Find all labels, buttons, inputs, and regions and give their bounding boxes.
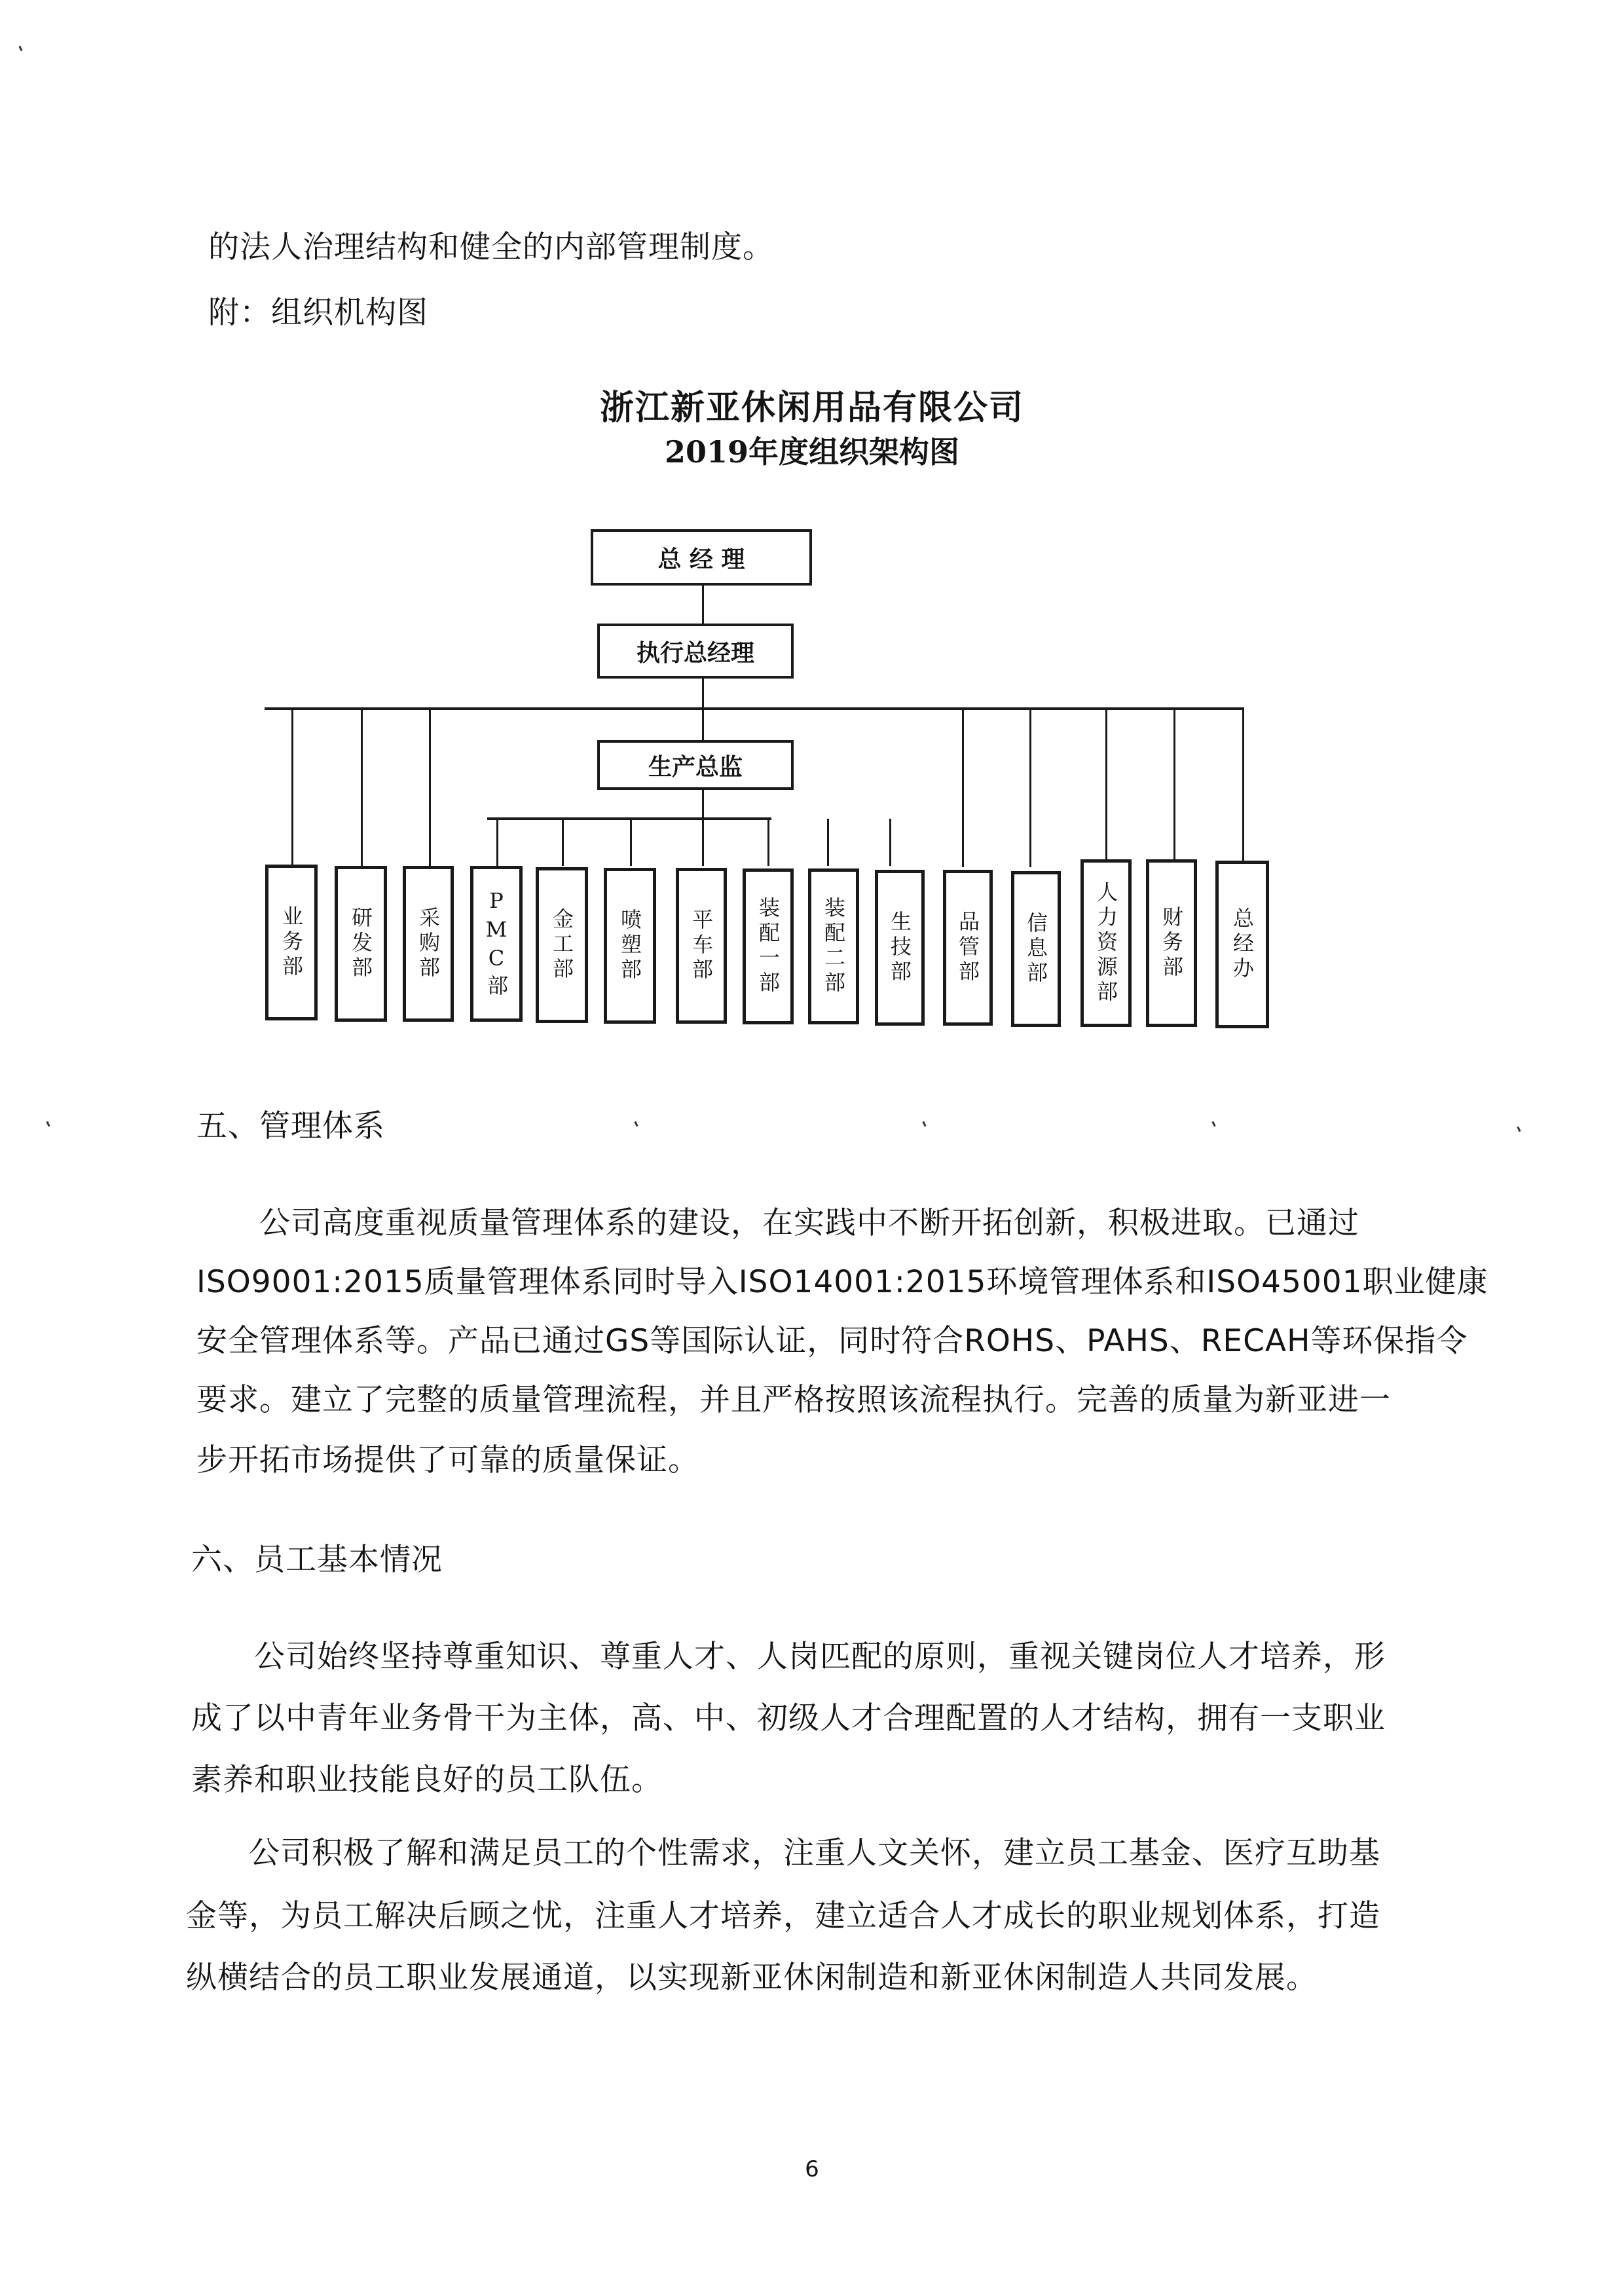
connector-line (562, 819, 564, 866)
connector-line (767, 819, 769, 866)
scan-speck (634, 1121, 638, 1127)
connector-line (291, 707, 293, 866)
paragraph-line: 公司始终坚持尊重知识、尊重人才、人岗匹配的原则，重视关键岗位人才培养，形 (191, 1639, 1386, 1675)
node-label: 执行总经理 (636, 639, 754, 667)
paragraph-line: 步开拓市场提供了可靠的质量保证。 (196, 1442, 699, 1478)
dept-box (808, 868, 859, 1024)
scan-speck (1211, 1121, 1215, 1127)
connector-line (702, 586, 704, 625)
scan-speck (18, 46, 22, 52)
dept-box (1080, 859, 1132, 1027)
connector-line (361, 707, 363, 866)
dept-label: 财务部 (1159, 906, 1184, 980)
dept-box (676, 868, 727, 1024)
connector-bus-production (487, 817, 771, 820)
connector-line (630, 819, 632, 866)
paragraph-line: ISO9001:2015质量管理体系同时导入ISO14001:2015环境管理体系和ISO45001职业健康 (196, 1264, 1488, 1300)
connector-line (1242, 709, 1244, 867)
section-heading-management-system: 五、管理体系 (196, 1108, 385, 1144)
section-heading-employee-overview: 六、员工基本情况 (191, 1542, 443, 1578)
dept-box (536, 867, 588, 1023)
dept-box (875, 870, 925, 1026)
dept-box (943, 870, 993, 1026)
dept-box (1215, 861, 1269, 1028)
connector-line (702, 790, 704, 820)
node-label: 总 经 理 (657, 546, 745, 573)
attachment-label: 附：组织机构图 (208, 295, 428, 331)
dept-label: 总经办 (1230, 907, 1255, 982)
node-label: 生产总监 (648, 753, 743, 781)
paragraph-line: 素养和职业技能良好的员工队伍。 (191, 1762, 663, 1798)
dept-box (604, 868, 656, 1024)
org-chart-subtitle: 2019年度组织架构图 (664, 434, 960, 470)
dept-label: 品管部 (955, 910, 980, 985)
page-number: 6 (805, 2156, 819, 2182)
connector-line (1173, 709, 1175, 867)
dept-label: 信息部 (1024, 912, 1048, 986)
dept-label: 平车部 (689, 908, 714, 983)
org-chart-title: 浙江新亚休闲用品有限公司 (599, 388, 1024, 428)
dept-label: 装配一部 (756, 897, 781, 996)
scan-speck (46, 1121, 50, 1127)
dept-box (265, 865, 318, 1020)
dept-label: 研发部 (348, 906, 373, 981)
dept-label: PMC部 (484, 888, 509, 999)
dept-box (403, 866, 454, 1022)
dept-box (470, 866, 523, 1022)
connector-line (889, 819, 891, 866)
connector-line (496, 819, 498, 866)
paragraph-line: 要求。建立了完整的质量管理流程，并且严格按照该流程执行。完善的质量为新亚进一 (196, 1382, 1391, 1418)
dept-label: 采购部 (416, 906, 441, 981)
connector-line (827, 819, 829, 866)
dept-box (1011, 871, 1061, 1027)
paragraph-line: 公司高度重视质量管理体系的建设，在实践中不断开拓创新，积极进取。已通过 (196, 1205, 1359, 1241)
scan-speck (1517, 1127, 1521, 1132)
dept-label: 人力资源部 (1094, 881, 1118, 1005)
dept-label: 装配二部 (821, 897, 846, 996)
paragraph-line: 成了以中青年业务骨干为主体，高、中、初级人才合理配置的人才结构，拥有一支职业 (191, 1700, 1386, 1736)
intro-text: 的法人治理结构和健全的内部管理制度。 (208, 229, 774, 265)
connector-line (1029, 709, 1031, 867)
dept-label: 喷塑部 (618, 908, 642, 983)
paragraph-line: 安全管理体系等。产品已通过GS等国际认证，同时符合ROHS、PAHS、RECAH等环保指令 (196, 1323, 1468, 1359)
dept-label: 生技部 (887, 910, 912, 985)
paragraph-line: 金等，为员工解决后顾之忧，注重人才培养，建立适合人才成长的职业规划体系，打造 (186, 1898, 1380, 1934)
dept-box (743, 868, 794, 1024)
dept-label: 业务部 (279, 905, 304, 980)
node-general-manager (591, 529, 812, 586)
connector-line (962, 709, 964, 867)
paragraph-line: 公司积极了解和满足员工的个性需求，注重人文关怀，建立员工基金、医疗互助基 (186, 1835, 1380, 1871)
connector-line (702, 819, 704, 866)
scan-speck (922, 1121, 926, 1127)
connector-bus-top (265, 707, 1244, 710)
connector-line (1105, 709, 1107, 867)
dept-label: 金工部 (549, 908, 574, 982)
node-executive-gm (597, 624, 794, 679)
dept-box (1146, 859, 1197, 1027)
paragraph-line: 纵横结合的员工职业发展通道，以实现新亚休闲制造和新亚休闲制造人共同发展。 (186, 1960, 1318, 1996)
dept-box (335, 866, 387, 1022)
node-production-director (597, 740, 794, 790)
connector-line (429, 707, 431, 866)
